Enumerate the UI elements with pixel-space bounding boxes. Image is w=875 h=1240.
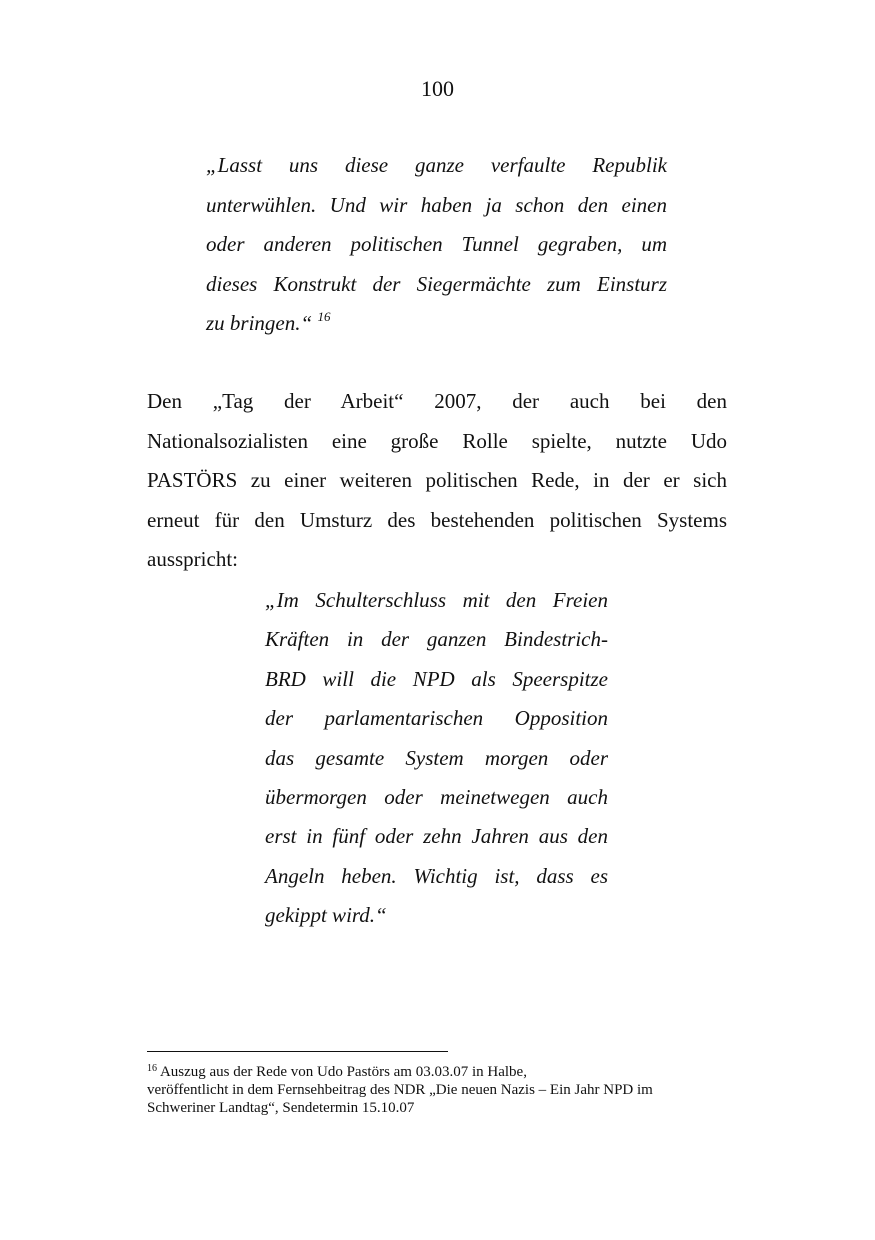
quote-2-line: übermorgen oder meinetwegen auch xyxy=(265,785,608,810)
paragraph-line: ausspricht: xyxy=(147,547,238,571)
quote-1-line: unterwühlen. Und wir haben ja schon den einen xyxy=(206,192,667,217)
footnote-line: Schweriner Landtag“, Sendetermin 15.10.07 xyxy=(147,1100,415,1116)
footnote-line xyxy=(147,1063,747,1081)
quote-1-line-text: zu bringen.“ xyxy=(206,311,313,335)
quote-2-line: BRD will die NPD als Speerspitze xyxy=(265,666,608,691)
quote-2-line: Angeln heben. Wichtig ist, dass es xyxy=(265,863,608,888)
footnote-reference[interactable]: 16 xyxy=(317,309,331,324)
footnote-number: 16 xyxy=(147,1063,157,1074)
paragraph-line: PASTÖRS zu einer weiteren politischen Rede, in der er sich xyxy=(147,468,727,492)
quote-2-line: „Im Schulterschluss mit den Freien xyxy=(265,588,608,612)
page-number: 100 xyxy=(421,76,454,101)
block-quote-1 xyxy=(206,146,667,344)
quote-2-line: gekippt wird.“ xyxy=(265,903,387,928)
footnote xyxy=(147,1063,747,1117)
quote-2-line: erst in fünf oder zehn Jahren aus den xyxy=(265,824,608,849)
quote-2-line: Kräften in der ganzen Bindestrich- xyxy=(265,627,608,652)
body-paragraph xyxy=(147,382,727,580)
quote-2-line: der parlamentarischen Opposition xyxy=(265,706,608,731)
quote-1-last-line xyxy=(206,304,667,344)
footnote-line-text: Auszug aus der Rede von Udo Pastörs am 03.03.07 in Halbe, xyxy=(159,1064,527,1080)
paragraph-line: Nationalsozialisten eine große Rolle spielte, nutzte Udo xyxy=(147,428,727,453)
quote-1-line: oder anderen politischen Tunnel gegraben, um xyxy=(206,232,667,256)
paragraph-line: Den „Tag der Arbeit“ 2007, der auch bei den xyxy=(147,389,727,413)
block-quote-2 xyxy=(265,581,608,936)
quote-1-line: dieses Konstrukt der Siegermächte zum Einsturz xyxy=(206,271,667,296)
quote-1-line: „Lasst uns diese ganze verfaulte Republik xyxy=(206,153,667,177)
footnote-separator xyxy=(147,1051,448,1052)
quote-2-line: das gesamte System morgen oder xyxy=(265,745,608,770)
footnote-line: veröffentlicht in dem Fernsehbeitrag des NDR „Die neuen Nazis – Ein Jahr NPD im xyxy=(147,1082,653,1098)
paragraph-line: erneut für den Umsturz des bestehenden politischen Systems xyxy=(147,507,727,532)
